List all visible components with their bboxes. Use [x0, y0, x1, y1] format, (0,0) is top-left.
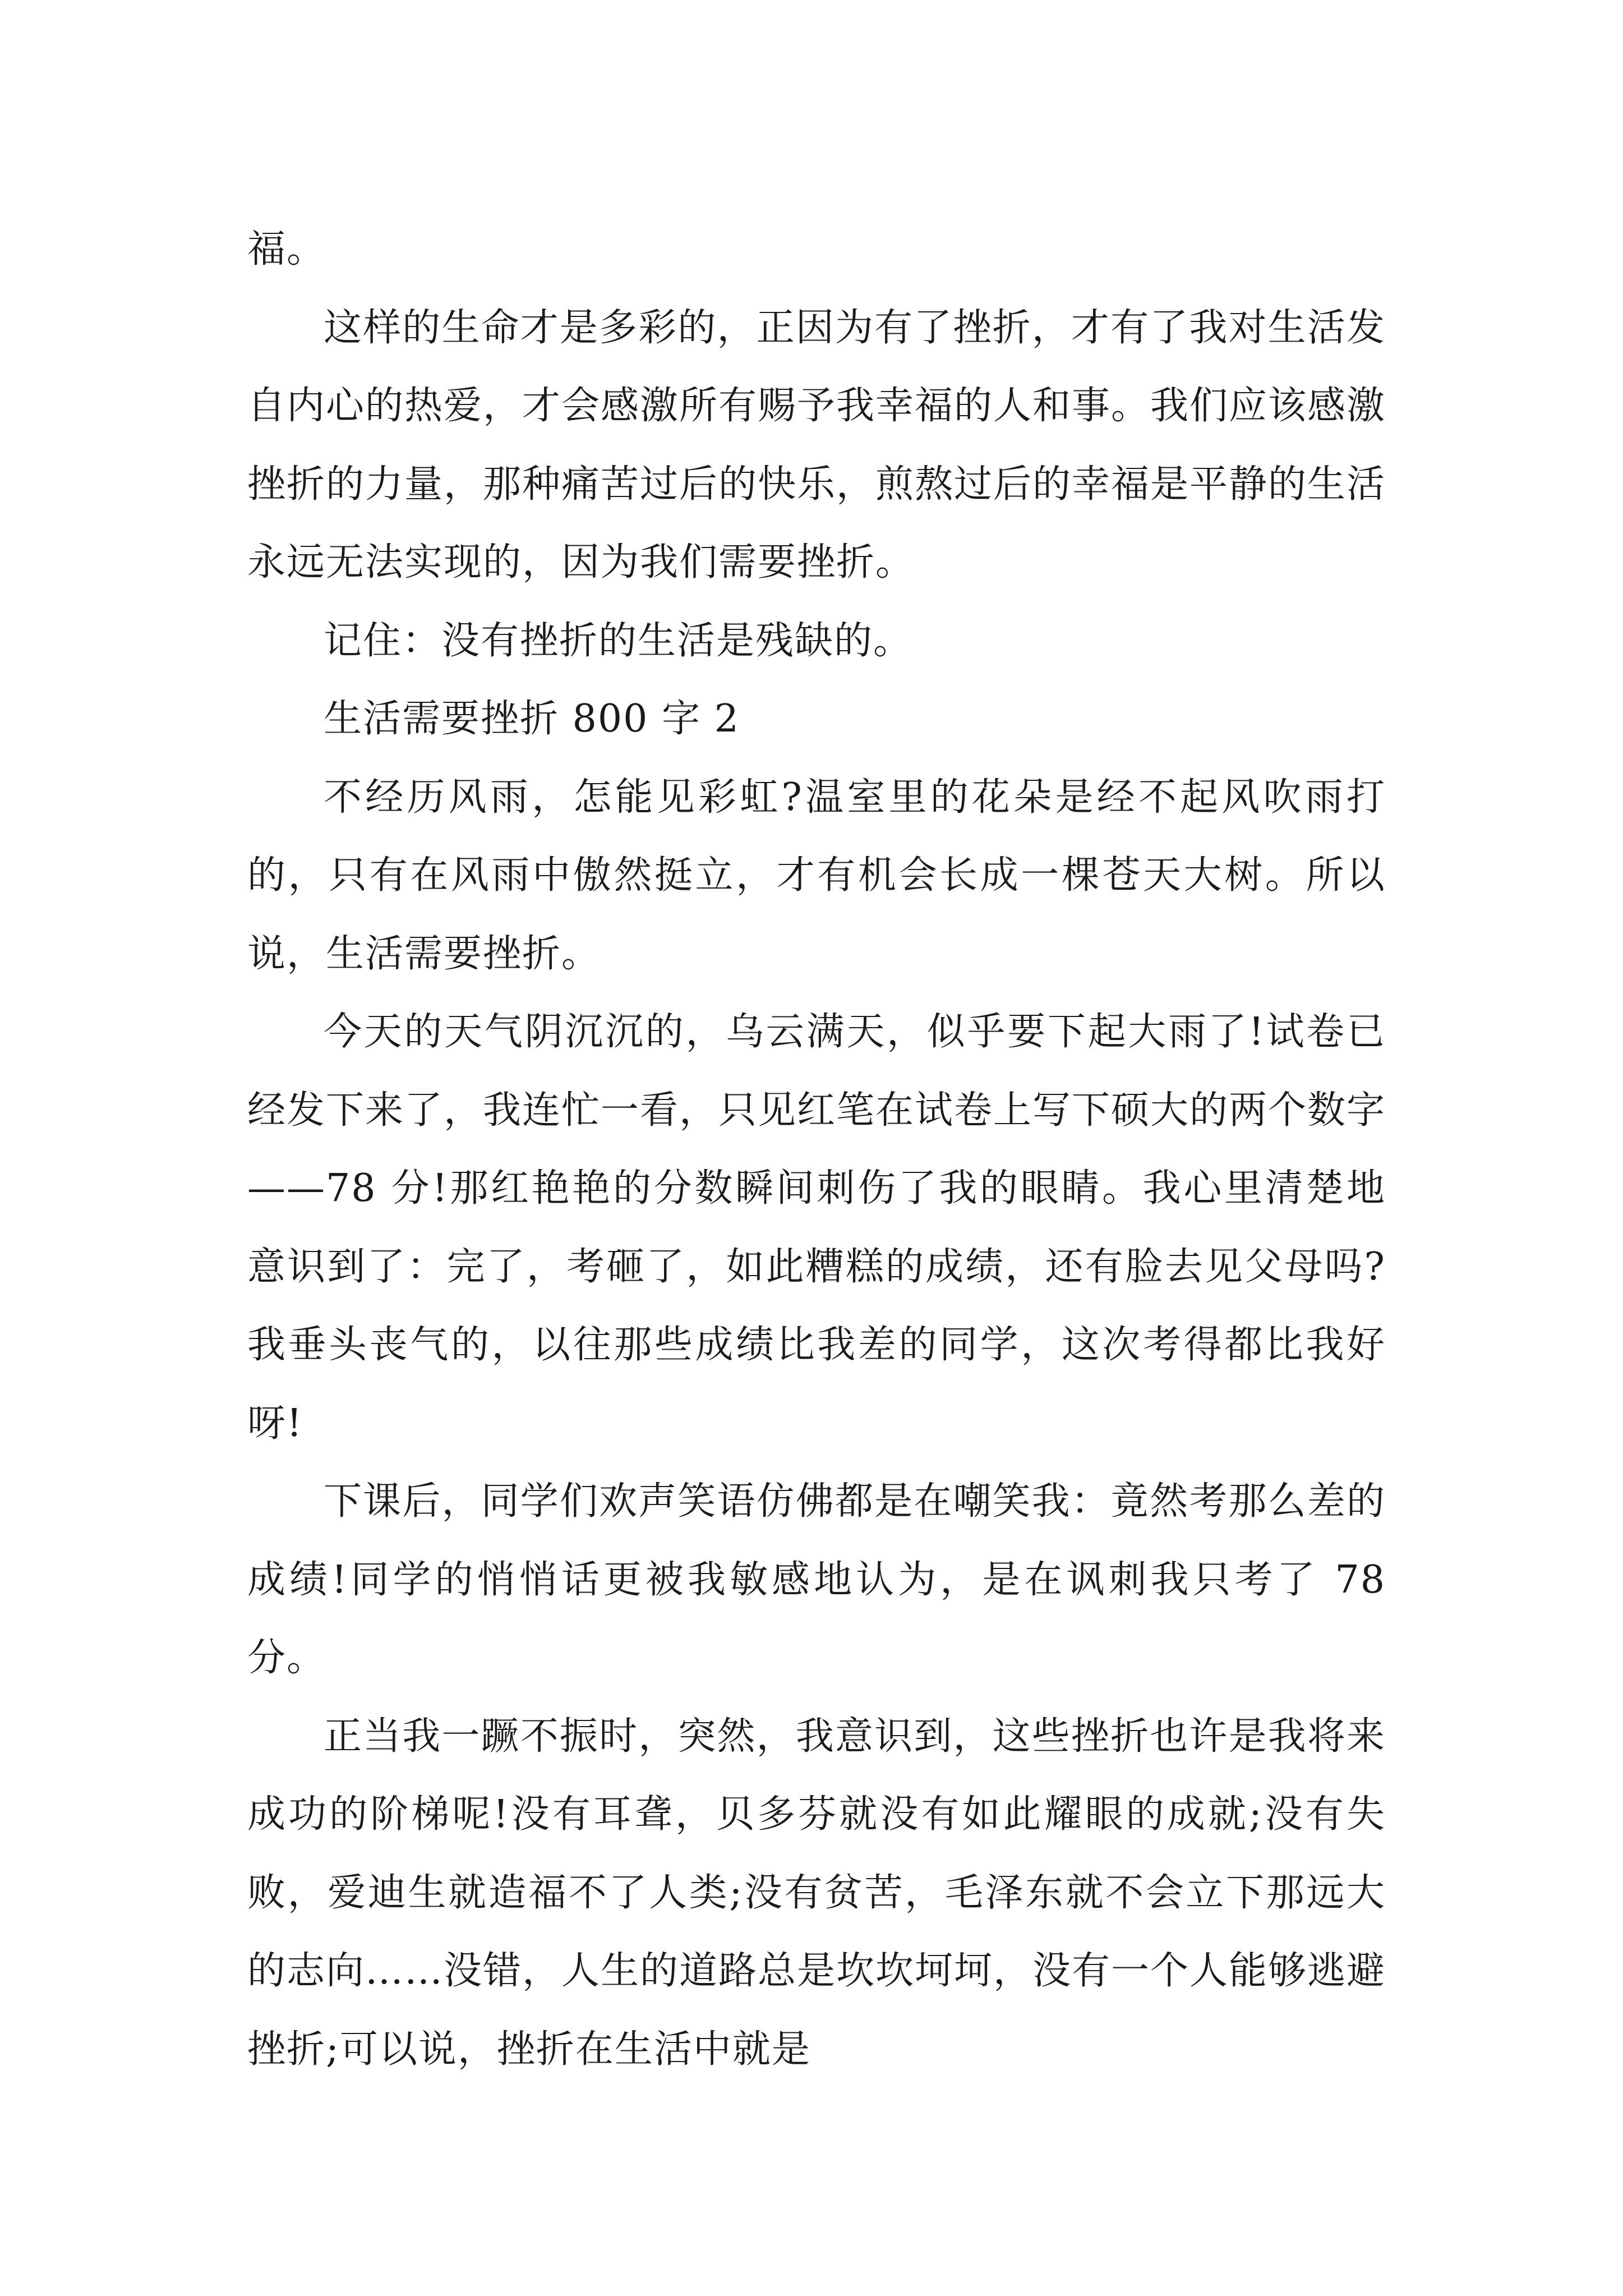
paragraph-continuation: 福。 [247, 227, 326, 272]
paragraph-realization: 正当我一蹶不振时，突然，我意识到，这些挫折也许是我将来成功的阶梯呢!没有耳聋，贝多芬就没有如此耀眼的成就;没有失败，爱迪生就造福不了人类;没有贫苦，毛泽东就不会立下那远大的志向……没错，人生的道路总是坎坎坷坷，没有一个人能够逃避挫折;可以说，挫折在生活中就是 [247, 1714, 1386, 2072]
essay-heading: 生活需要挫折 800 字 2 [324, 697, 740, 741]
paragraph-exam-result: 今天的天气阴沉沉的，乌云满天，似乎要下起大雨了!试卷已经发下来了，我连忙一看，只见红笔在试卷上写下硕大的两个数字——78 分!那红艳艳的分数瞬间刺伤了我的眼睛。我心里清楚地意识到了：完了，考砸了，如此糟糕的成绩，还有脸去见父母吗?我垂头丧气的，以往那些成绩比我差的同学，这次考得都比我好呀! [247, 1010, 1386, 1446]
paragraph-colorful-life: 这样的生命才是多彩的，正因为有了挫折，才有了我对生活发自内心的热爱，才会感激所有赐予我幸福的人和事。我们应该感激挫折的力量，那种痛苦过后的快乐，煎熬过后的幸福是平静的生活永远无法实现的，因为我们需要挫折。 [247, 305, 1386, 585]
document-body [247, 210, 1399, 2088]
paragraph-after-class: 下课后，同学们欢声笑语仿佛都是在嘲笑我：竟然考那么差的成绩!同学的悄悄话更被我敏感地认为，是在讽刺我只考了 78 分。 [247, 1479, 1399, 1680]
paragraph-rainbow: 不经历风雨，怎能见彩虹?温室里的花朵是经不起风吹雨打的，只有在风雨中傲然挺立，才有机会长成一棵苍天大树。所以说，生活需要挫折。 [247, 775, 1386, 976]
paragraph-remember: 记住：没有挫折的生活是残缺的。 [324, 618, 913, 663]
